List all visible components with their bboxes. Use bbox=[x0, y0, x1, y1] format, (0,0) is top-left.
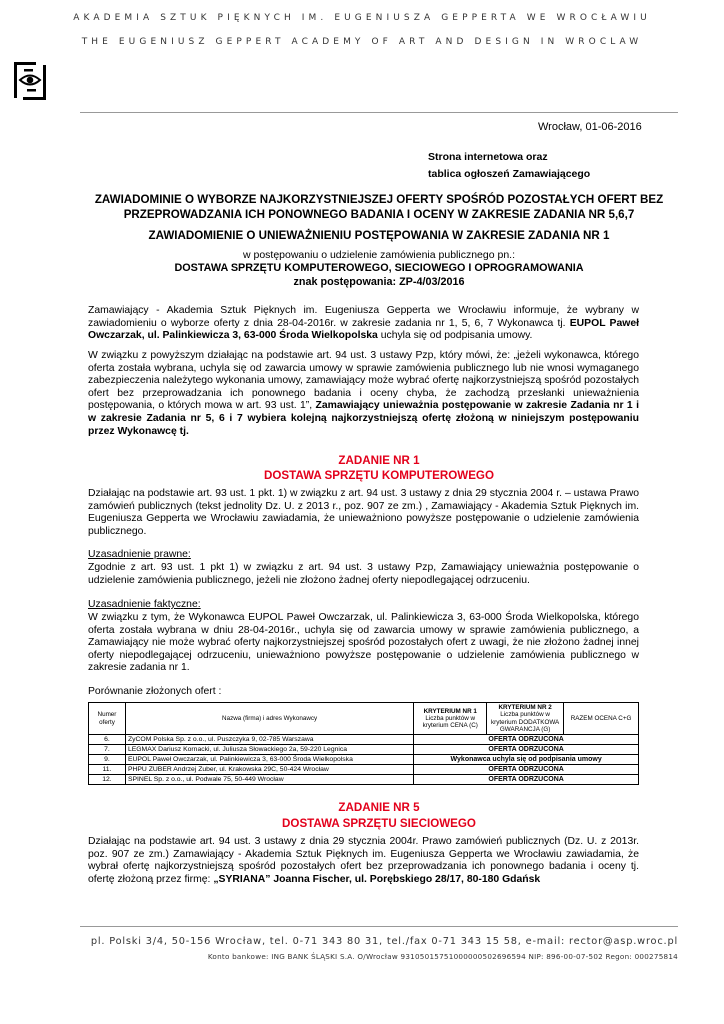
notice-title bbox=[80, 192, 678, 222]
intro-suffix: uchyla się od podpisania umowy. bbox=[377, 330, 533, 342]
footer-bank: Konto bankowe: ING BANK ŚLĄSKI S.A. O/Wrocław 93105015751000000502696594 NIP: 896-00-07-502 Regon: 000275814 bbox=[207, 952, 678, 961]
row-name: PHPU ZUBER Andrzej Zuber, ul. Krakowska 29C, 50-424 Wrocław bbox=[125, 765, 413, 775]
header-total: RAZEM OCENA C+G bbox=[564, 703, 639, 735]
task5-paragraph bbox=[88, 836, 639, 886]
offers-comparison-table bbox=[88, 702, 639, 785]
row-status: OFERTA ODRZUCONA bbox=[414, 745, 639, 755]
intro-contractor: EUPOL Paweł Owczarzak, ul. Palinkiewicza 3, 63-000 Środa Wielkopolska bbox=[88, 317, 640, 342]
header-academy-name-en: THE EUGENIUSZ GEPPERT ACADEMY OF ART AND DESIGN IN WROCLAW bbox=[81, 37, 643, 47]
header-number: Numer oferty bbox=[89, 703, 126, 735]
task5-winner: „SYRIANA” Joanna Fischer, ul. Porębskiego 28/17, 80-180 Gdańsk bbox=[213, 873, 541, 885]
table-row bbox=[89, 745, 639, 755]
header-academy-name-pl: AKADEMIA SZTUK PIĘKNYCH IM. EUGENIUSZA GEPPERTA WE WROCŁAWIU bbox=[73, 13, 651, 23]
footer-address: pl. Polski 3/4, 50-156 Wrocław, tel. 0-71 343 80 31, tel./fax 0-71 343 15 58, e-mail: rector@asp.wroc.pl bbox=[90, 936, 678, 947]
row-status: OFERTA ODRZUCONA bbox=[414, 775, 639, 785]
footer-divider bbox=[80, 926, 678, 927]
procedure-subtitle: w postępowaniu o udzielenie zamówienia publicznego pn.: bbox=[242, 249, 515, 261]
task5-heading: ZADANIE NR 5 bbox=[338, 801, 420, 814]
factual-justification-text: W związku z tym, że Wykonawca EUPOL Paweł Owczarzak, ul. Palinkiewicza 3, 63-000 Środa Wielkopolska, którego oferta została wybrana w dniu 28-04-2016r., uchyla się od zawarcia umowy w sprawie zamówienia publicznego, a Zamawiający nie może wybrać oferty najkorzystniejszej spośród pozostałych ofert z uwagi, że nie złożono żadnej innej oferty niepodlegającej odrzuceniu, unieważniono powyższe postępowanie o udzielenie zamówienia publicznego w zakresie zadania nr 1. bbox=[88, 612, 639, 674]
row-number: 7. bbox=[89, 745, 126, 755]
document-date: Wrocław, 01-06-2016 bbox=[538, 121, 642, 133]
header-criterion-1 bbox=[414, 703, 487, 735]
header-divider bbox=[80, 112, 678, 113]
task1-heading: ZADANIE NR 1 bbox=[338, 454, 420, 467]
table-row bbox=[89, 765, 639, 775]
row-name: ZyCOM Polska Sp. z o.o., ul. Puszczyka 9, 02-785 Warszawa bbox=[125, 735, 413, 745]
table-row bbox=[89, 755, 639, 765]
comparison-label: Porównanie złożonych ofert : bbox=[88, 686, 222, 697]
row-status: OFERTA ODRZUCONA bbox=[414, 735, 639, 745]
table-row bbox=[89, 775, 639, 785]
recipient-line-1: Strona internetowa oraz bbox=[428, 151, 548, 163]
notice-title-line-2: PRZEPROWADZANIA ICH PONOWNEGO BADANIA I OCENY W ZAKRESIE ZADANIA NR 5,6,7 bbox=[123, 208, 635, 221]
header-name: Nazwa (firma) i adres Wykonawcy bbox=[125, 703, 413, 735]
header-criterion-2-title: KRYTERIUM NR 2 bbox=[498, 703, 552, 711]
task5-subheading: DOSTAWA SPRZĘTU SIECIOWEGO bbox=[282, 817, 476, 830]
legal-justification-text: Zgodnie z art. 93 ust. 1 pkt 1) w związku z art. 94 ust. 3 ustawy Pzp, Zamawiający unieważnia postępowanie o udzielenie zamówienia publicznego, jeżeli nie złożono żadnej oferty niepodlegającej odrzuceniu. bbox=[88, 562, 639, 586]
recipient-line-2: tablica ogłoszeń Zamawiającego bbox=[428, 168, 591, 180]
academy-eye-logo bbox=[12, 60, 48, 107]
notice-title-line-1: ZAWIADOMINIE O WYBORZE NAJKORZYSTNIEJSZEJ OFERTY SPOŚRÓD POZOSTAŁYCH OFERT BEZ bbox=[94, 193, 664, 206]
header-criterion-1-title: KRYTERIUM NR 1 bbox=[423, 707, 477, 715]
header-criterion-2-desc: Liczba punktów w kryterium DODATKOWA GWARANCJA (G) bbox=[491, 711, 560, 733]
decision-text: Zamawiający unieważnia postępowanie w zakresie Zadania nr 1 i w zakresie Zadania nr 5, 6 i 7 wybiera kolejną najkorzystniejszą ofertę złożoną w niniejszym postępowaniu przez Wykonawcę tj. bbox=[88, 400, 639, 437]
procurement-reference: znak postępowania: ZP-4/03/2016 bbox=[293, 276, 465, 288]
header-criterion-1-desc: Liczba punktów w kryterium CENA (C) bbox=[422, 714, 478, 730]
factual-justification-label: Uzasadnienie faktyczne: bbox=[88, 599, 201, 610]
row-number: 11. bbox=[89, 765, 126, 775]
header-criterion-2 bbox=[487, 703, 564, 735]
intro-paragraph bbox=[88, 305, 639, 343]
row-number: 6. bbox=[89, 735, 126, 745]
task5-text: Działając na podstawie art. 94 ust. 3 ustawy z dnia 29 stycznia 2004r. Prawo zamówień publicznych (Dz. U. z 2013r. poz. 907 ze zm.) Zamawiający - Akademia Sztuk Pięknych im. Eugeniusza Gepperta we Wrocławiu zawiadamia, że wybrał ofertę najkorzystniejszą spośród pozostałych ofert bez przeprowadzania ich ponownego badania i oceny tj. ofertę złożoną przez firmę: bbox=[88, 836, 639, 885]
task1-paragraph: Działając na podstawie art. 93 ust. 1 pkt. 1) w związku z art. 94 ust. 3 ustawy z dnia 29 stycznia 2004 r. – ustawa Prawo zamówień publicznych (tekst jednolity Dz. U. z 2013 r., poz. 907 ze zm.) , Zamawiający - Akademia Sztuk Pięknych im. Eugeniusza Gepperta we Wrocławiu zawiadamia, że unieważniono powyższe postępowanie o udzielenie zamówienia publicznego. bbox=[88, 488, 639, 537]
procurement-name: DOSTAWA SPRZĘTU KOMPUTEROWEGO, SIECIOWEGO I OPROGRAMOWANIA bbox=[174, 262, 584, 274]
row-name: EUPOL Paweł Owczarzak, ul. Palinkiewicza 3, 63-000 Środa Wielkopolska bbox=[125, 755, 413, 765]
legal-basis-paragraph bbox=[88, 350, 639, 438]
cancellation-title: ZAWIADOMIENIE O UNIEWAŻNIENIU POSTĘPOWANIA W ZAKRESIE ZADANIA NR 1 bbox=[148, 229, 610, 242]
row-status: OFERTA ODRZUCONA bbox=[414, 765, 639, 775]
intro-text: Zamawiający - Akademia Sztuk Pięknych im. Eugeniusza Gepperta we Wrocławiu informuje, że wybrany w zawiadomieniu o wyborze oferty z dnia 28-04-2016r. w zakresie zadania nr 1, 5, 6, 7 Wykonawca tj. bbox=[88, 305, 639, 329]
table-row bbox=[89, 735, 639, 745]
row-number: 12. bbox=[89, 775, 126, 785]
task1-subheading: DOSTAWA SPRZĘTU KOMPUTEROWEGO bbox=[264, 469, 494, 482]
legal-basis-text: W związku z powyższym działając na podstawie art. 94 ust. 3 ustawy Pzp, który mówi, że: „jeżeli wykonawca, którego oferta została wybrana, uchyla się od zawarcia umowy w sprawie zamówienia publicznego lub nie wnosi wymaganego zabezpieczenia należytego wykonania umowy, zamawiający może wybrać ofertę najkorzystniejszą spośród pozostałych ofert bez przeprowadzania ich ponownego badania i oceny chyba, że zachodzą przesłanki unieważnienia postępowania, o których mowa w art. 93 ust. 1”, bbox=[88, 350, 639, 412]
row-name: LEGMAX Dariusz Kornacki, ul. Juliusza Słowackiego 2a, 59-220 Legnica bbox=[125, 745, 413, 755]
row-name: SPINEL Sp. z o.o., ul. Podwale 75, 50-449 Wrocław bbox=[125, 775, 413, 785]
row-status: Wykonawca uchyla się od podpisania umowy bbox=[414, 755, 639, 765]
legal-justification-label: Uzasadnienie prawne: bbox=[88, 549, 191, 560]
row-number: 9. bbox=[89, 755, 126, 765]
